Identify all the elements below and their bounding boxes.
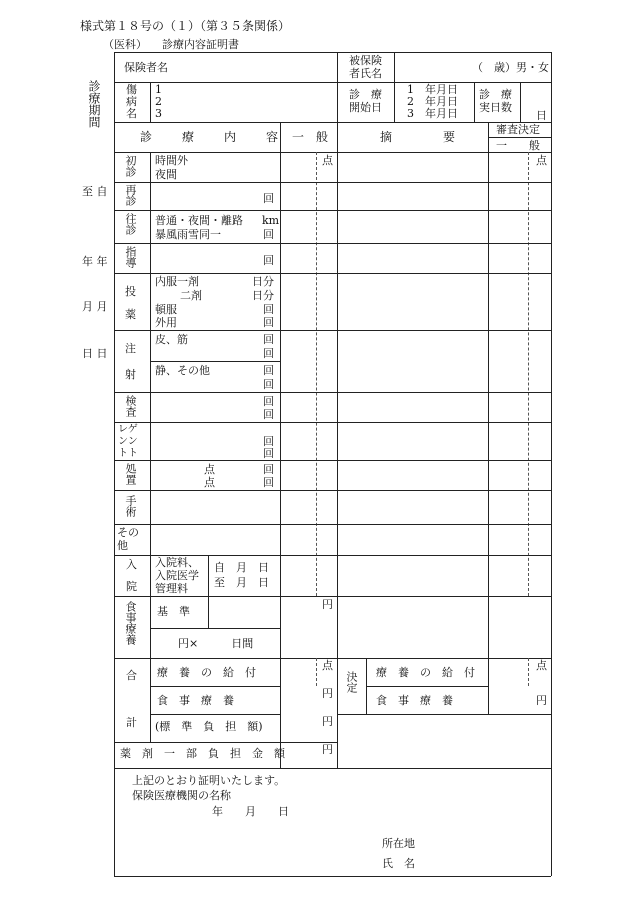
oushin-line-1: 普通・夜間・離路 (155, 214, 243, 227)
cert-name: 氏 名 (382, 857, 415, 870)
rentogen-kai-1: 回 (263, 435, 274, 448)
total-standard-burden: (標 準 負 担 額) (155, 720, 263, 733)
saishin-kai: 回 (263, 192, 274, 205)
disease-row-1: 1 (155, 83, 162, 96)
col-content: 診 療 内 容 (140, 130, 288, 144)
oushin-km: km (262, 214, 280, 227)
shochi-ten-1: 点 (204, 463, 215, 476)
col-review-general: 一 般 (496, 139, 540, 152)
touyaku-label-2: 薬 (125, 308, 136, 321)
touyaku-unit-3: 回 (263, 303, 274, 316)
chusha-kai-4: 回 (263, 378, 274, 391)
rentogen-kai-2: 回 (263, 447, 274, 460)
total-label-1: 合 (126, 669, 137, 682)
disease-label-2: 病 (126, 95, 137, 108)
touyaku-line-2: 二剤 (180, 289, 202, 302)
nyuin-label-2: 院 (126, 580, 137, 593)
nyuin-from: 自 月 日 (214, 561, 269, 574)
touyaku-line-3: 頓服 (155, 303, 177, 316)
shidou-kai: 回 (263, 254, 274, 267)
actual-days-label-1: 診 療 (479, 88, 512, 101)
disease-row-2: 2 (155, 95, 162, 108)
oushin-kai: 回 (263, 228, 274, 241)
rentogen-label-3: トト (118, 448, 138, 459)
insured-label-2: 者氏名 (349, 67, 382, 80)
col-review: 審査決定 (496, 123, 540, 136)
chusha-kai-2: 回 (263, 347, 274, 360)
saishin-label: 再診 (124, 184, 137, 206)
oushin-line-2: 暴風雨雪同一 (155, 228, 221, 241)
touyaku-unit-2: 日分 (252, 289, 274, 302)
shoshin-line-1: 時間外 (155, 154, 188, 167)
form-title: 診療内容証明書 (162, 38, 239, 51)
form-category: （医科） (103, 38, 147, 51)
chusha-label-1: 注 (125, 342, 136, 355)
insurer-label: 保険者名 (124, 61, 168, 74)
age-sex: （ 歳）男・女 (472, 61, 549, 74)
decision-meal-care: 食 事 療 養 (376, 694, 453, 707)
touyaku-line-4: 外用 (155, 316, 177, 329)
start-label-2: 開始日 (349, 101, 382, 114)
disease-row-3: 3 (155, 107, 162, 120)
nyuin-line-1: 入院料、 (155, 556, 199, 569)
total-care-ten: 点 (322, 659, 333, 672)
chusha-kai-3: 回 (263, 364, 274, 377)
disease-label-1: 傷 (126, 83, 137, 96)
start-date-2: 2 年月日 (407, 95, 458, 108)
nyuin-line-3: 管理料 (155, 582, 188, 595)
kensa-label: 検査 (124, 395, 137, 417)
start-label-1: 診 療 (349, 88, 382, 101)
decision-label: 決定 (345, 671, 358, 693)
actual-days-label-2: 実日数 (479, 101, 512, 114)
chusha-skin: 皮、筋 (155, 333, 188, 346)
chusha-kai-1: 回 (263, 333, 274, 346)
col-general: 一 般 (292, 130, 329, 144)
chusha-vein: 静、その他 (155, 364, 210, 377)
meal-yen: 円 (322, 598, 333, 611)
cert-institution: 保険医療機関の名称 (132, 789, 231, 802)
col-summary: 摘 要 (380, 130, 465, 144)
period-to-from: 至 自 (82, 185, 108, 198)
disease-label-3: 名 (126, 107, 137, 120)
chusha-label-2: 射 (125, 368, 136, 381)
period-day: 日 日 (82, 347, 108, 360)
nyuin-label-1: 入 (126, 558, 137, 571)
cert-statement: 上記のとおり証明いたします。 (132, 774, 286, 787)
total-label-2: 計 (126, 716, 137, 729)
drug-copay-yen: 円 (322, 743, 333, 756)
drug-copay-label: 薬 剤 一 部 負 担 金 額 (120, 747, 285, 760)
touyaku-unit-1: 日分 (252, 275, 274, 288)
kensa-kai-2: 回 (263, 408, 274, 421)
meal-standard: 基 準 (157, 605, 190, 618)
decision-care-ten: 点 (536, 659, 547, 672)
shujutsu-label: 手術 (124, 495, 137, 517)
total-meal-yen: 円 (322, 687, 333, 700)
shoshin-line-2: 夜間 (155, 168, 177, 181)
form-number: 様式第１８号の（１）（第３５条関係） (80, 19, 291, 33)
cert-address: 所在地 (382, 837, 415, 850)
period-month: 月 月 (82, 300, 108, 313)
shidou-label: 指導 (124, 246, 137, 268)
shoshin-ten: 点 (322, 154, 333, 167)
shochi-ten-2: 点 (204, 476, 215, 489)
start-date-3: 3 年月日 (407, 107, 458, 120)
actual-days-unit: 日 (536, 109, 547, 122)
kensa-kai-1: 回 (263, 395, 274, 408)
decision-care-benefit: 療 養 の 給 付 (376, 666, 475, 679)
period-label: 診療期間 (87, 80, 101, 128)
nyuin-line-2: 入院医学 (155, 569, 199, 582)
start-date-1: 1 年月日 (407, 83, 458, 96)
touyaku-line-1: 内服一剤 (155, 275, 199, 288)
review-ten: 点 (536, 154, 547, 167)
shoshin-label: 初診 (124, 155, 137, 177)
shochi-kai-2: 回 (263, 476, 274, 489)
meal-label: 食事療養 (124, 601, 137, 645)
shochi-label: 処置 (124, 463, 137, 485)
decision-meal-yen: 円 (536, 694, 547, 707)
cert-date: 年 月 日 (212, 805, 289, 818)
meal-calc: 円× 日間 (178, 637, 254, 650)
rentogen-label-2: ンン (118, 436, 138, 447)
insured-label-1: 被保険 (349, 54, 382, 67)
sonota-label: その他 (117, 526, 139, 552)
shochi-kai-1: 回 (263, 463, 274, 476)
rentogen-label-1: レゲ (118, 424, 138, 435)
oushin-label: 往診 (124, 213, 137, 235)
insurer-field[interactable] (183, 55, 333, 79)
touyaku-unit-4: 回 (263, 316, 274, 329)
total-care-benefit: 療 養 の 給 付 (157, 666, 256, 679)
total-meal-care: 食 事 療 養 (157, 694, 234, 707)
total-burden-yen: 円 (322, 715, 333, 728)
nyuin-to: 至 月 日 (214, 576, 269, 589)
period-year: 年 年 (82, 255, 108, 268)
touyaku-label-1: 投 (125, 285, 136, 298)
